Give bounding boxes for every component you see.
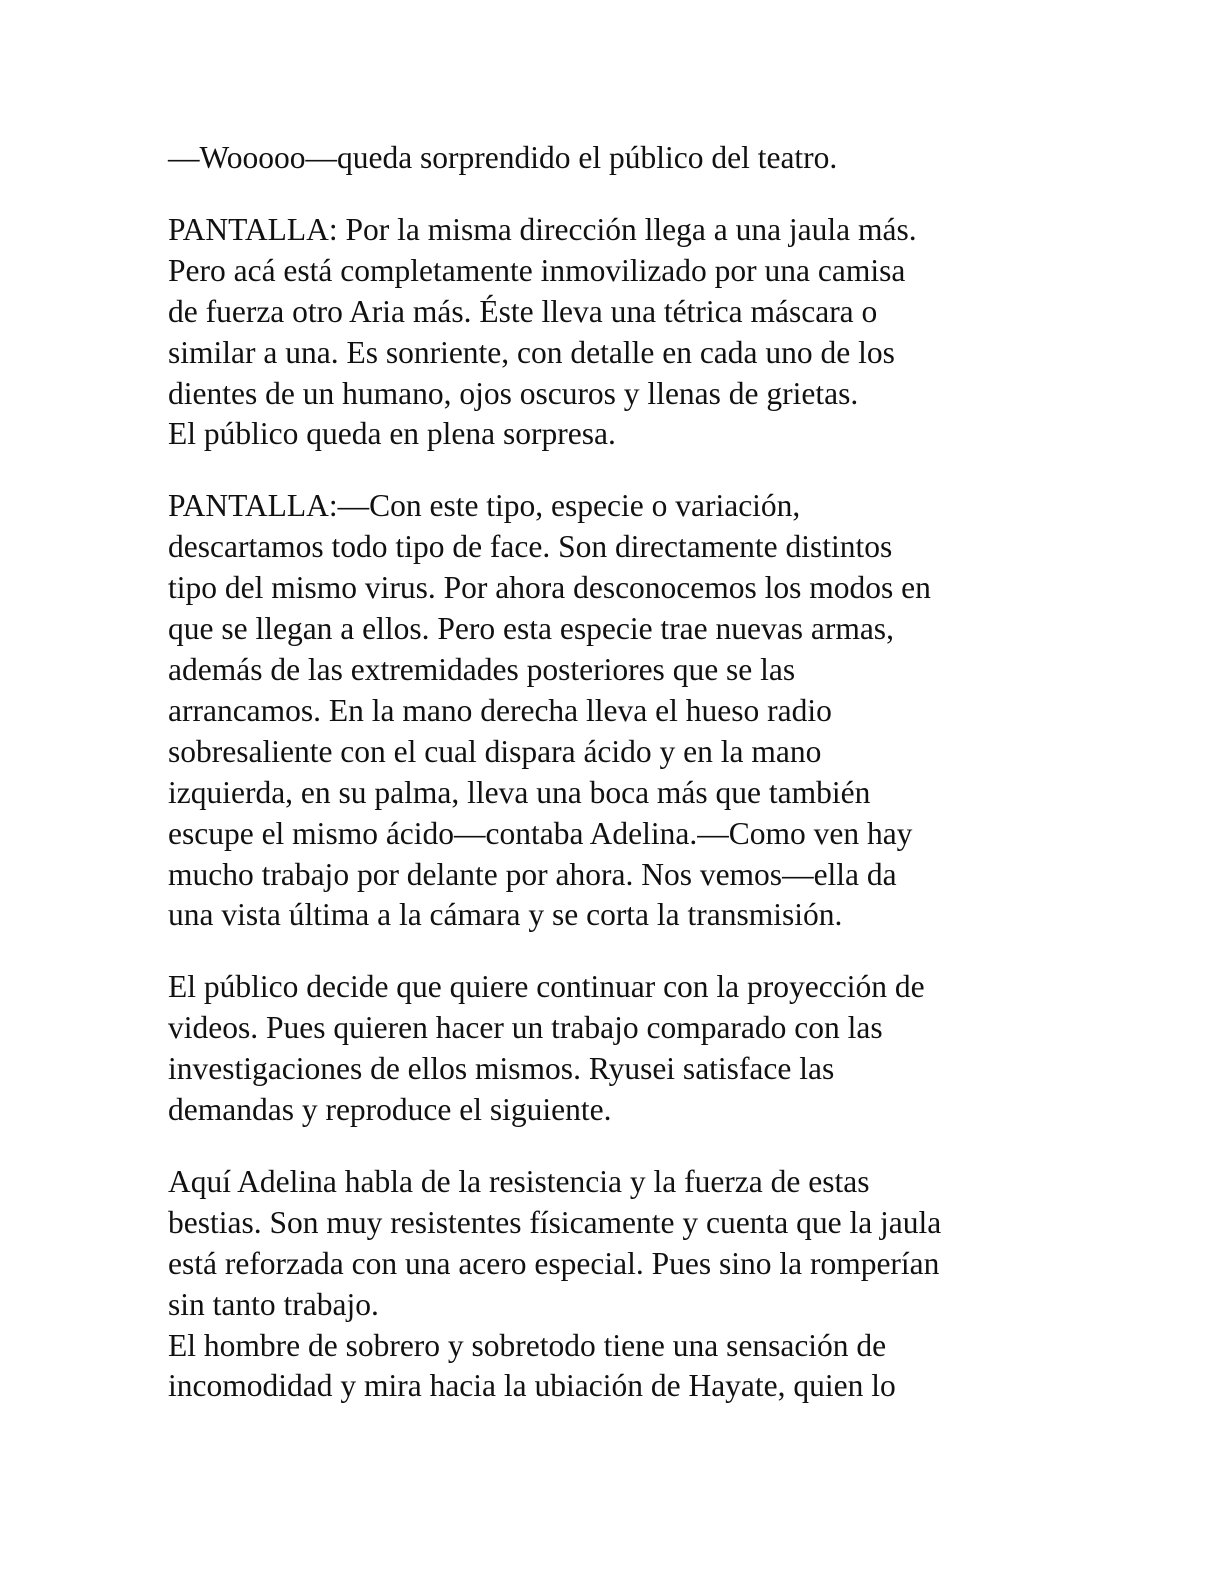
text-line: arrancamos. En la mano derecha lleva el hueso radio [168, 692, 832, 728]
text-line: —Wooooo—queda sorprendido el público del teatro. [168, 140, 838, 175]
text-line: PANTALLA:—Con este tipo, especie o variación, [168, 488, 801, 524]
text-line: de fuerza otro Aria más. Éste lleva una tétrica máscara o [168, 293, 878, 329]
paragraph-1 [168, 138, 1068, 179]
text-line: mucho trabajo por delante por ahora. Nos vemos—ella da [168, 856, 897, 892]
text-line: descartamos todo tipo de face. Son directamente distintos [168, 529, 893, 565]
text-line: El público queda en plena sorpresa. [168, 416, 616, 452]
text-line: demandas y reproduce el siguiente. [168, 1092, 612, 1128]
text-line: sin tanto trabajo. [168, 1286, 379, 1322]
text-line: videos. Pues quieren hacer un trabajo comparado con las [168, 1010, 883, 1046]
text-line: sobresaliente con el cual dispara ácido y en la mano [168, 733, 822, 769]
text-line: incomodidad y mira hacia la ubiación de Hayate, quien lo [168, 1368, 896, 1404]
text-line: dientes de un humano, ojos oscuros y llenas de grietas. [168, 375, 859, 411]
text-line: tipo del mismo virus. Por ahora desconocemos los modos en [168, 570, 931, 606]
text-line: Pero acá está completamente inmovilizado por una camisa [168, 252, 906, 288]
paragraph-3 [168, 486, 1068, 936]
text-line: bestias. Son muy resistentes físicamente y cuenta que la jaula [168, 1204, 942, 1240]
text-line: una vista última a la cámara y se corta la transmisión. [168, 897, 843, 933]
text-line: está reforzada con una acero especial. Pues sino la romperían [168, 1245, 940, 1281]
text-line: El hombre de sobrero y sobretodo tiene una sensación de [168, 1327, 887, 1363]
text-line: Aquí Adelina habla de la resistencia y la fuerza de estas [168, 1163, 870, 1199]
text-line: que se llegan a ellos. Pero esta especie trae nuevas armas, [168, 611, 894, 647]
text-line: izquierda, en su palma, lleva una boca más que también [168, 774, 871, 810]
text-line: PANTALLA: Por la misma dirección llega a una jaula más. [168, 211, 917, 247]
text-line: escupe el mismo ácido—contaba Adelina.—Como ven hay [168, 815, 913, 851]
text-line: similar a una. Es sonriente, con detalle en cada uno de los [168, 334, 895, 370]
document-page [168, 138, 1068, 1438]
paragraph-2 [168, 210, 1068, 455]
paragraph-5 [168, 1162, 1068, 1407]
text-line: además de las extremidades posteriores que se las [168, 651, 796, 687]
text-line: El público decide que quiere continuar con la proyección de [168, 969, 925, 1005]
text-line: investigaciones de ellos mismos. Ryusei satisface las [168, 1051, 835, 1087]
paragraph-4 [168, 967, 1068, 1131]
